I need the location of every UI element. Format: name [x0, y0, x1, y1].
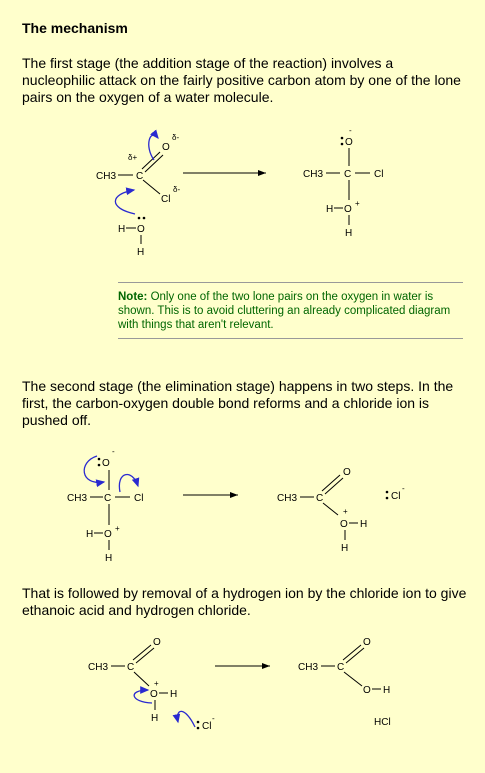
minus-charge-label: -: [402, 484, 405, 493]
hydrogen-label: H: [137, 247, 145, 258]
diagram-2-reactant: [67, 447, 143, 564]
hydrogen-label: H: [360, 519, 368, 530]
ch3-label: CH3: [277, 493, 298, 504]
diagram-2-products: [277, 467, 405, 554]
oxygen-label: O: [363, 685, 371, 696]
oxygen-label: O: [150, 689, 158, 700]
carbon-label: C: [136, 171, 144, 182]
ch3-label: CH3: [88, 662, 109, 673]
lone-pair-dot-icon: [98, 464, 101, 467]
diagram-3-reactants: [88, 637, 215, 732]
oxygen-label: O: [102, 458, 110, 469]
hydrogen-label: H: [151, 713, 159, 724]
carbon-label: C: [127, 662, 135, 673]
chlorine-label: Cl: [161, 194, 171, 205]
lone-pair-dot-icon: [386, 491, 389, 494]
lone-pair-dot-icon: [197, 727, 200, 730]
lone-pair-dot-icon: [98, 458, 101, 461]
plus-charge-label: +: [154, 679, 159, 688]
carbon-label: C: [337, 662, 345, 673]
lone-pair-dot-icon: [138, 217, 141, 220]
oxygen-label: O: [162, 142, 170, 153]
hydrogen-label: H: [86, 529, 94, 540]
oxygen-label: O: [343, 467, 351, 478]
chloride-ion-label: Cl: [202, 721, 212, 732]
minus-charge-label: -: [212, 714, 215, 723]
lone-pair-dot-icon: [143, 217, 146, 220]
plus-charge-label: +: [343, 507, 348, 516]
hydrogen-label: H: [105, 553, 113, 564]
oxygen-label: O: [137, 224, 145, 235]
minus-charge-label: -: [112, 447, 115, 456]
curved-arrow-icon: [149, 135, 158, 160]
ch3-label: CH3: [303, 169, 324, 180]
chlorine-label: Cl: [374, 169, 384, 180]
carbon-label: C: [344, 169, 352, 180]
lone-pair-dot-icon: [197, 721, 200, 724]
delta-plus-label: δ+: [128, 153, 138, 162]
carbon-label: C: [104, 493, 112, 504]
oxygen-label: O: [344, 204, 352, 215]
hydrogen-label: H: [118, 224, 126, 235]
paragraph-addition-stage: The first stage (the addition stage of the reaction) involves a nucleophilic attack on the fairly positive carbon atom by one of the lone pairs on the oxygen of a water molecule.: [22, 55, 461, 105]
delta-minus-label: δ-: [173, 185, 181, 194]
hydrogen-label: H: [170, 689, 178, 700]
oxygen-label: O: [363, 637, 371, 648]
page-title: The mechanism: [22, 20, 128, 36]
oxygen-label: O: [153, 637, 161, 648]
lone-pair-dot-icon: [386, 497, 389, 500]
ch3-label: CH3: [96, 171, 117, 182]
curved-arrow-icon: [115, 190, 135, 214]
chloride-ion-label: Cl: [391, 491, 401, 502]
diagram-1-reactants: [96, 133, 180, 258]
minus-charge-label: -: [349, 126, 352, 135]
hydrogen-label: H: [326, 204, 334, 215]
chlorine-label: Cl: [134, 493, 144, 504]
lone-pair-dot-icon: [341, 137, 344, 140]
curved-arrow-icon: [177, 711, 195, 727]
ch3-label: CH3: [298, 662, 319, 673]
ch3-label: CH3: [67, 493, 88, 504]
oxygen-label: O: [104, 529, 112, 540]
plus-charge-label: +: [115, 524, 120, 533]
diagram-1-product: [303, 126, 383, 239]
oxygen-label: O: [345, 137, 353, 148]
hydrogen-label: H: [383, 685, 391, 696]
hydrogen-label: H: [341, 543, 349, 554]
plus-charge-label: +: [355, 199, 360, 208]
carbon-label: C: [316, 493, 324, 504]
paragraph-elimination-stage: The second stage (the elimination stage) happens in two steps. In the first, the carbon-oxygen double bond reforms and a chloride ion is pushed off.: [22, 378, 454, 428]
delta-minus-label: δ-: [172, 133, 180, 142]
note-text: Only one of the two lone pairs on the oxygen in water is shown. This is to avoid cluttering an already complicated diagram with things that aren't relevant.: [118, 291, 451, 331]
hcl-label: HCl: [374, 717, 391, 728]
note-label: Note:: [118, 291, 148, 303]
diagram-3-products: [298, 637, 391, 728]
lone-pair-dot-icon: [341, 143, 344, 146]
oxygen-label: O: [340, 519, 348, 530]
paragraph-hydrogen-removal: That is followed by removal of a hydrogen ion by the chloride ion to give ethanoic acid and hydrogen chloride.: [22, 585, 467, 618]
curved-arrow-icon: [119, 475, 138, 492]
hydrogen-label: H: [345, 228, 353, 239]
